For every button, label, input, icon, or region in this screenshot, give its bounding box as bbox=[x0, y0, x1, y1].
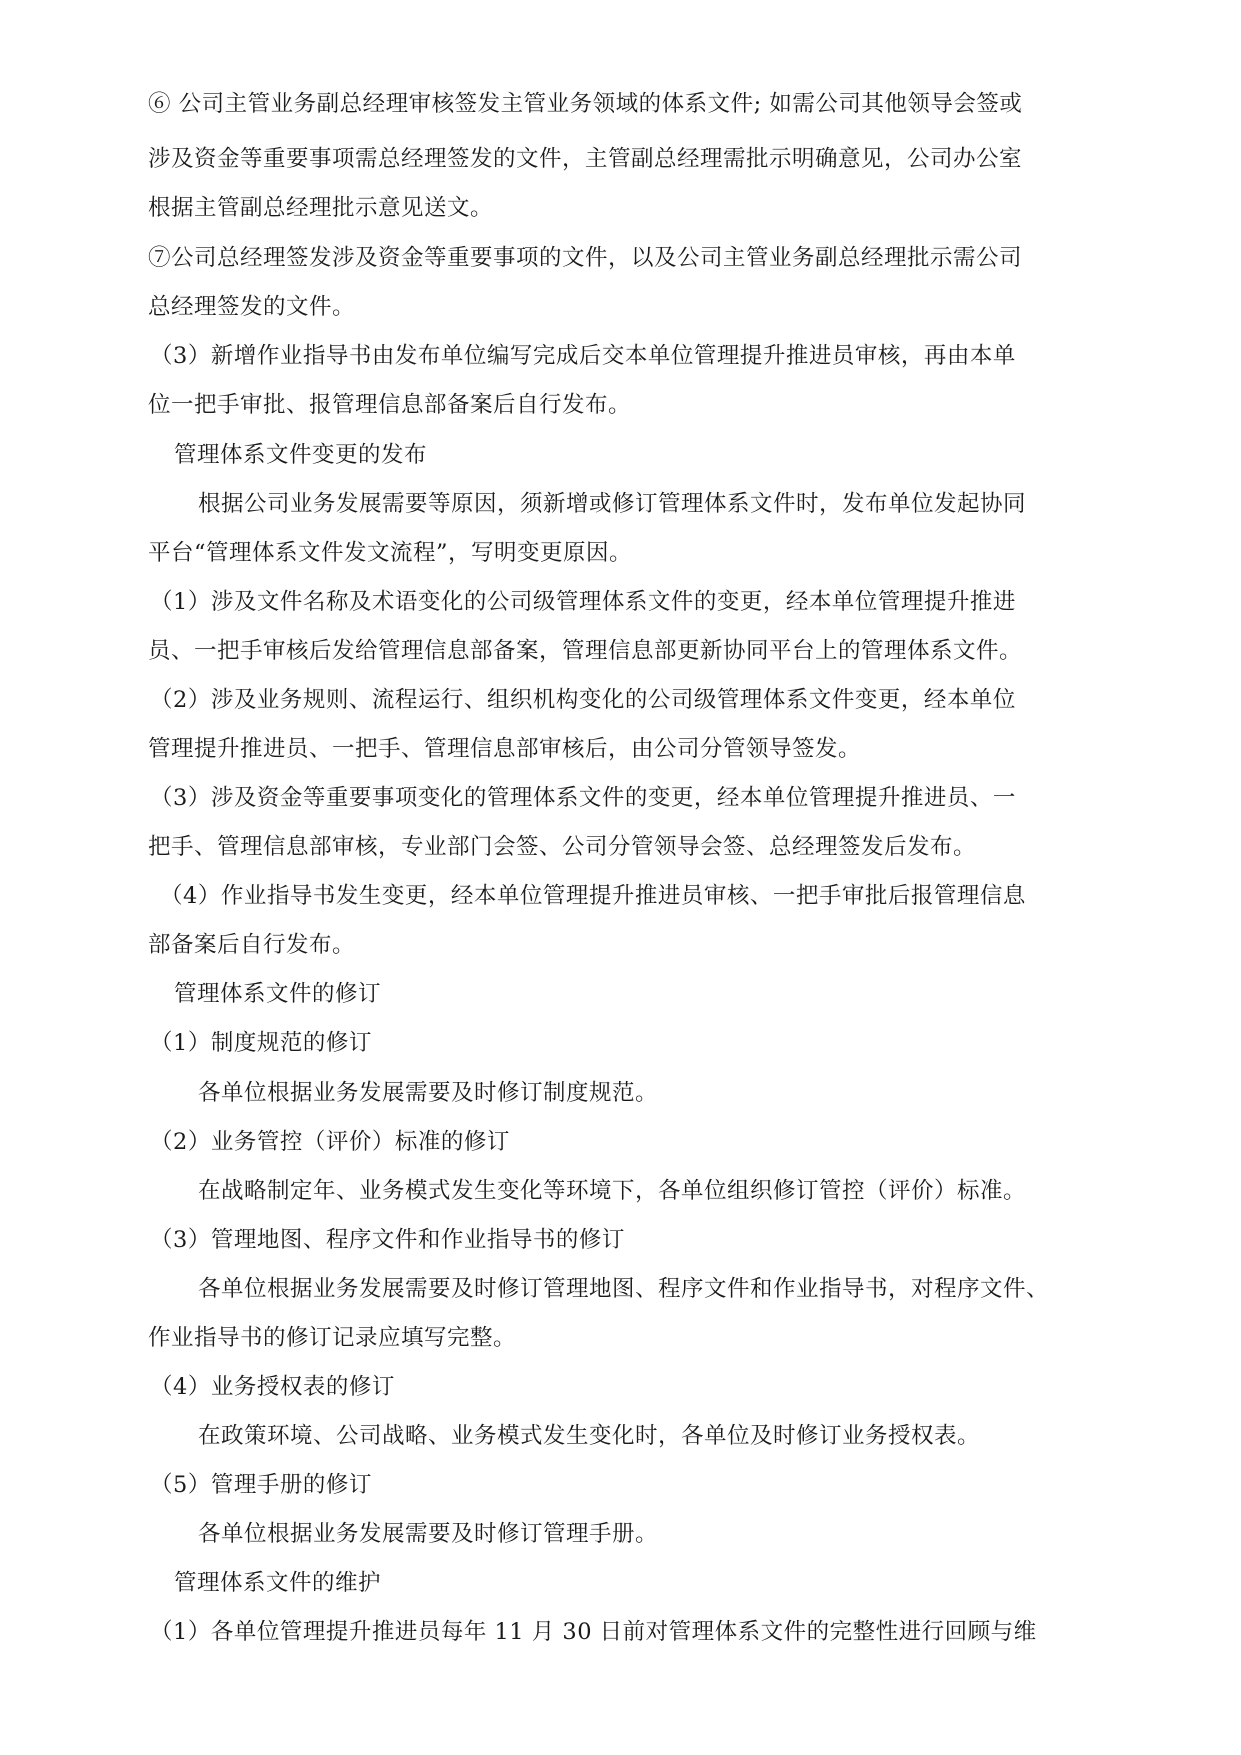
text-line: （5）管理手册的修订 bbox=[150, 1472, 372, 1498]
text-line: 各单位根据业务发展需要及时修订管理手册。 bbox=[198, 1521, 659, 1547]
text-line: （1）各单位管理提升推进员每年 11 月 30 日前对管理体系文件的完整性进行回顾与维 bbox=[150, 1619, 1037, 1645]
text-line: 部备案后自行发布。 bbox=[148, 932, 356, 958]
text-line: 各单位根据业务发展需要及时修订制度规范。 bbox=[198, 1080, 659, 1106]
text-line: （2）业务管控（评价）标准的修订 bbox=[150, 1129, 510, 1155]
text-line: 平台“管理体系文件发文流程”，写明变更原因。 bbox=[148, 540, 633, 566]
section-heading: 管理体系文件变更的发布 bbox=[174, 442, 428, 468]
text-line: 在政策环境、公司战略、业务模式发生变化时，各单位及时修订业务授权表。 bbox=[198, 1423, 981, 1449]
text-line: 把手、管理信息部审核，专业部门会签、公司分管领导会签、总经理签发后发布。 bbox=[148, 834, 977, 860]
section-heading: 管理体系文件的维护 bbox=[174, 1570, 382, 1596]
text-line: （2）涉及业务规则、流程运行、组织机构变化的公司级管理体系文件变更，经本单位 bbox=[150, 687, 1016, 713]
text-line: 涉及资金等重要事项需总经理签发的文件，主管副总经理需批示明确意见，公司办公室 bbox=[148, 146, 1023, 172]
text-line: ⑥ 公司主管业务副总经理审核签发主管业务领域的体系文件; 如需公司其他领导会签或 bbox=[148, 91, 1023, 117]
text-line: 根据主管副总经理批示意见送文。 bbox=[148, 195, 494, 221]
text-line: （3）涉及资金等重要事项变化的管理体系文件的变更，经本单位管理提升推进员、一 bbox=[150, 785, 1016, 811]
text-line: （1）制度规范的修订 bbox=[150, 1030, 372, 1056]
text-line: 作业指导书的修订记录应填写完整。 bbox=[148, 1325, 517, 1351]
text-line: ⑦公司总经理签发涉及资金等重要事项的文件，以及公司主管业务副总经理批示需公司 bbox=[148, 245, 1023, 271]
text-line: （3）新增作业指导书由发布单位编写完成后交本单位管理提升推进员审核，再由本单 bbox=[150, 343, 1016, 369]
text-line: 在战略制定年、业务模式发生变化等环境下，各单位组织修订管控（评价）标准。 bbox=[198, 1178, 1027, 1204]
text-line: 员、一把手审核后发给管理信息部备案，管理信息部更新协同平台上的管理体系文件。 bbox=[148, 638, 1023, 664]
text-line: 各单位根据业务发展需要及时修订管理地图、程序文件和作业指导书，对程序文件、 bbox=[198, 1276, 1050, 1302]
text-line: （4）业务授权表的修订 bbox=[150, 1374, 395, 1400]
text-line: （1）涉及文件名称及术语变化的公司级管理体系文件的变更，经本单位管理提升推进 bbox=[150, 589, 1016, 615]
text-line: （4）作业指导书发生变更，经本单位管理提升推进员审核、一把手审批后报管理信息 bbox=[160, 883, 1026, 909]
text-line: （3）管理地图、程序文件和作业指导书的修订 bbox=[150, 1227, 625, 1253]
text-line: 根据公司业务发展需要等原因，须新增或修订管理体系文件时，发布单位发起协同 bbox=[198, 491, 1027, 517]
text-line: 总经理签发的文件。 bbox=[148, 294, 356, 320]
text-line: 位一把手审批、报管理信息部备案后自行发布。 bbox=[148, 392, 632, 418]
section-heading: 管理体系文件的修订 bbox=[174, 981, 382, 1007]
text-line: 管理提升推进员、一把手、管理信息部审核后，由公司分管领导签发。 bbox=[148, 736, 862, 762]
